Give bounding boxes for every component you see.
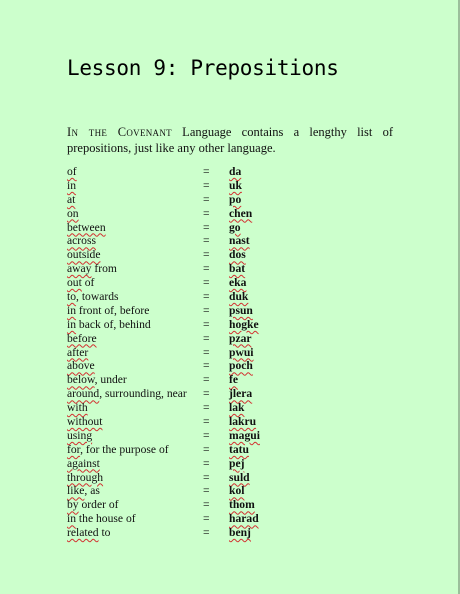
english-term bbox=[67, 248, 101, 262]
vocab-row bbox=[67, 387, 407, 401]
intro-text: Language contains a lengthy list of prepositions, just like any other language. bbox=[67, 125, 393, 155]
covenant-word: go bbox=[229, 220, 241, 234]
equals-sign: = bbox=[203, 415, 210, 429]
english-term bbox=[67, 179, 76, 193]
covenant-word: hogke bbox=[229, 317, 259, 331]
vocab-row bbox=[67, 443, 407, 457]
english-term-keyword: in bbox=[67, 303, 77, 317]
english-term bbox=[67, 332, 97, 346]
english-term-keyword: like bbox=[67, 484, 85, 498]
equals-sign: = bbox=[203, 206, 210, 220]
english-term bbox=[67, 526, 110, 540]
english-term bbox=[67, 512, 136, 526]
english-term bbox=[67, 401, 88, 415]
covenant-word: harad bbox=[229, 512, 259, 526]
english-term-rest: , towards bbox=[76, 290, 119, 304]
vocab-row bbox=[67, 276, 407, 290]
equals-sign: = bbox=[203, 192, 210, 206]
english-term-rest: to bbox=[98, 526, 111, 540]
equals-sign: = bbox=[203, 526, 210, 540]
covenant-word: fe bbox=[229, 373, 239, 387]
covenant-word: psun bbox=[229, 303, 253, 317]
english-term-keyword: below bbox=[67, 373, 95, 387]
english-term bbox=[67, 429, 92, 443]
english-term bbox=[67, 387, 187, 401]
vocab-row bbox=[67, 248, 407, 262]
covenant-word: po bbox=[229, 192, 242, 206]
english-term-rest: order of bbox=[78, 498, 119, 512]
english-term-keyword: against bbox=[67, 456, 100, 470]
english-term bbox=[67, 193, 75, 207]
english-term-keyword: in bbox=[67, 317, 77, 331]
vocab-row bbox=[67, 332, 407, 346]
equals-sign: = bbox=[203, 442, 210, 456]
english-term-rest: , surrounding, near bbox=[99, 387, 187, 401]
english-term-keyword: out bbox=[67, 276, 82, 290]
vocab-row bbox=[67, 429, 407, 443]
equals-sign: = bbox=[203, 331, 210, 345]
equals-sign: = bbox=[203, 262, 210, 276]
english-term bbox=[67, 415, 102, 429]
english-term bbox=[67, 207, 79, 221]
english-term-keyword: without bbox=[67, 415, 103, 429]
covenant-word: pwui bbox=[229, 345, 254, 359]
english-term-keyword: away bbox=[67, 262, 92, 276]
vocab-row bbox=[67, 526, 407, 540]
covenant-word: duk bbox=[229, 290, 249, 304]
vocab-row bbox=[67, 373, 407, 387]
equals-sign: = bbox=[203, 401, 210, 415]
equals-sign: = bbox=[203, 178, 210, 192]
english-term-keyword: after bbox=[67, 345, 89, 359]
vocab-row bbox=[67, 304, 407, 318]
english-term bbox=[67, 346, 88, 360]
covenant-word: eka bbox=[229, 276, 247, 290]
english-term-keyword: before bbox=[67, 331, 97, 345]
english-term-keyword: by bbox=[67, 498, 79, 512]
english-term-rest: , under bbox=[94, 373, 127, 387]
equals-sign: = bbox=[203, 498, 210, 512]
covenant-word: jlera bbox=[229, 387, 253, 401]
english-term bbox=[67, 359, 95, 373]
english-term-keyword: between bbox=[67, 220, 106, 234]
equals-sign: = bbox=[203, 220, 210, 234]
english-term-rest: , for the purpose of bbox=[80, 442, 169, 456]
english-term bbox=[67, 318, 151, 332]
equals-sign: = bbox=[203, 345, 210, 359]
vocab-row bbox=[67, 262, 407, 276]
english-term-keyword: with bbox=[67, 401, 88, 415]
covenant-word: magui bbox=[229, 428, 260, 442]
covenant-word: uk bbox=[229, 178, 242, 192]
vocab-row bbox=[67, 318, 407, 332]
vocab-row bbox=[67, 193, 407, 207]
english-term-rest: , as bbox=[84, 484, 100, 498]
english-term-keyword: in bbox=[67, 512, 77, 526]
covenant-word: nast bbox=[229, 234, 250, 248]
english-term-keyword: at bbox=[67, 192, 76, 206]
vocab-row bbox=[67, 415, 407, 429]
english-term-keyword: in bbox=[67, 178, 77, 192]
equals-sign: = bbox=[203, 165, 210, 178]
vocab-row bbox=[67, 457, 407, 471]
english-term bbox=[67, 484, 100, 498]
vocab-row bbox=[67, 498, 407, 512]
english-term-keyword: on bbox=[67, 206, 79, 220]
english-term-keyword: using bbox=[67, 428, 93, 442]
vocab-row bbox=[67, 484, 407, 498]
english-term bbox=[67, 234, 96, 248]
english-term bbox=[67, 290, 119, 304]
equals-sign: = bbox=[203, 428, 210, 442]
equals-sign: = bbox=[203, 234, 210, 248]
english-term bbox=[67, 471, 103, 485]
equals-sign: = bbox=[203, 317, 210, 331]
vocab-row bbox=[67, 179, 407, 193]
english-term-keyword: of bbox=[67, 165, 77, 178]
vocab-row bbox=[67, 207, 407, 221]
equals-sign: = bbox=[203, 456, 210, 470]
covenant-word: dos bbox=[229, 248, 246, 262]
english-term-rest: back of, behind bbox=[76, 317, 151, 331]
english-term-rest: the house of bbox=[76, 512, 136, 526]
vocab-row bbox=[67, 290, 407, 304]
english-term bbox=[67, 304, 149, 318]
equals-sign: = bbox=[203, 276, 210, 290]
english-term bbox=[67, 165, 77, 179]
covenant-word: lak bbox=[229, 401, 245, 415]
vocab-row bbox=[67, 165, 407, 179]
equals-sign: = bbox=[203, 359, 210, 373]
covenant-word: bat bbox=[229, 262, 246, 276]
equals-sign: = bbox=[203, 484, 210, 498]
english-term bbox=[67, 443, 169, 457]
vocabulary-list bbox=[67, 165, 407, 540]
equals-sign: = bbox=[203, 373, 210, 387]
english-term bbox=[67, 221, 106, 235]
vocab-row bbox=[67, 359, 407, 373]
english-term-keyword: outside bbox=[67, 248, 101, 262]
intro-paragraph bbox=[67, 124, 393, 156]
english-term bbox=[67, 457, 100, 471]
covenant-word: suld bbox=[229, 470, 250, 484]
english-term-rest: from bbox=[91, 262, 117, 276]
english-term bbox=[67, 373, 127, 387]
covenant-word: kol bbox=[229, 484, 245, 498]
covenant-word: poch bbox=[229, 359, 253, 373]
english-term bbox=[67, 262, 117, 276]
equals-sign: = bbox=[203, 387, 210, 401]
english-term-keyword: related bbox=[67, 526, 99, 540]
english-term-keyword: across bbox=[67, 234, 96, 248]
intro-lead-smallcaps: In the Covenant bbox=[67, 125, 172, 139]
equals-sign: = bbox=[203, 248, 210, 262]
vocab-row bbox=[67, 234, 407, 248]
equals-sign: = bbox=[203, 290, 210, 304]
vocab-row bbox=[67, 512, 407, 526]
english-term bbox=[67, 276, 94, 290]
covenant-word: chen bbox=[229, 206, 253, 220]
english-term-rest: of bbox=[81, 276, 95, 290]
vocab-row bbox=[67, 471, 407, 485]
english-term-rest: front of, before bbox=[76, 303, 150, 317]
covenant-word: lakru bbox=[229, 415, 257, 429]
english-term bbox=[67, 498, 119, 512]
english-term-keyword: above bbox=[67, 359, 95, 373]
english-term-keyword: for bbox=[67, 442, 81, 456]
vocab-row bbox=[67, 401, 407, 415]
covenant-word: pzar bbox=[229, 331, 252, 345]
equals-sign: = bbox=[203, 512, 210, 526]
equals-sign: = bbox=[203, 470, 210, 484]
covenant-word: thom bbox=[229, 498, 255, 512]
covenant-word: benj bbox=[229, 526, 251, 540]
vocab-row bbox=[67, 221, 407, 235]
lesson-title: Lesson 9: Prepositions bbox=[67, 56, 339, 80]
equals-sign: = bbox=[203, 303, 210, 317]
covenant-word: pej bbox=[229, 456, 245, 470]
covenant-word: da bbox=[229, 165, 242, 178]
vocab-row bbox=[67, 346, 407, 360]
covenant-word: tatu bbox=[229, 442, 249, 456]
english-term-keyword: around bbox=[67, 387, 100, 401]
english-term-keyword: to bbox=[67, 290, 77, 304]
english-term-keyword: through bbox=[67, 470, 104, 484]
